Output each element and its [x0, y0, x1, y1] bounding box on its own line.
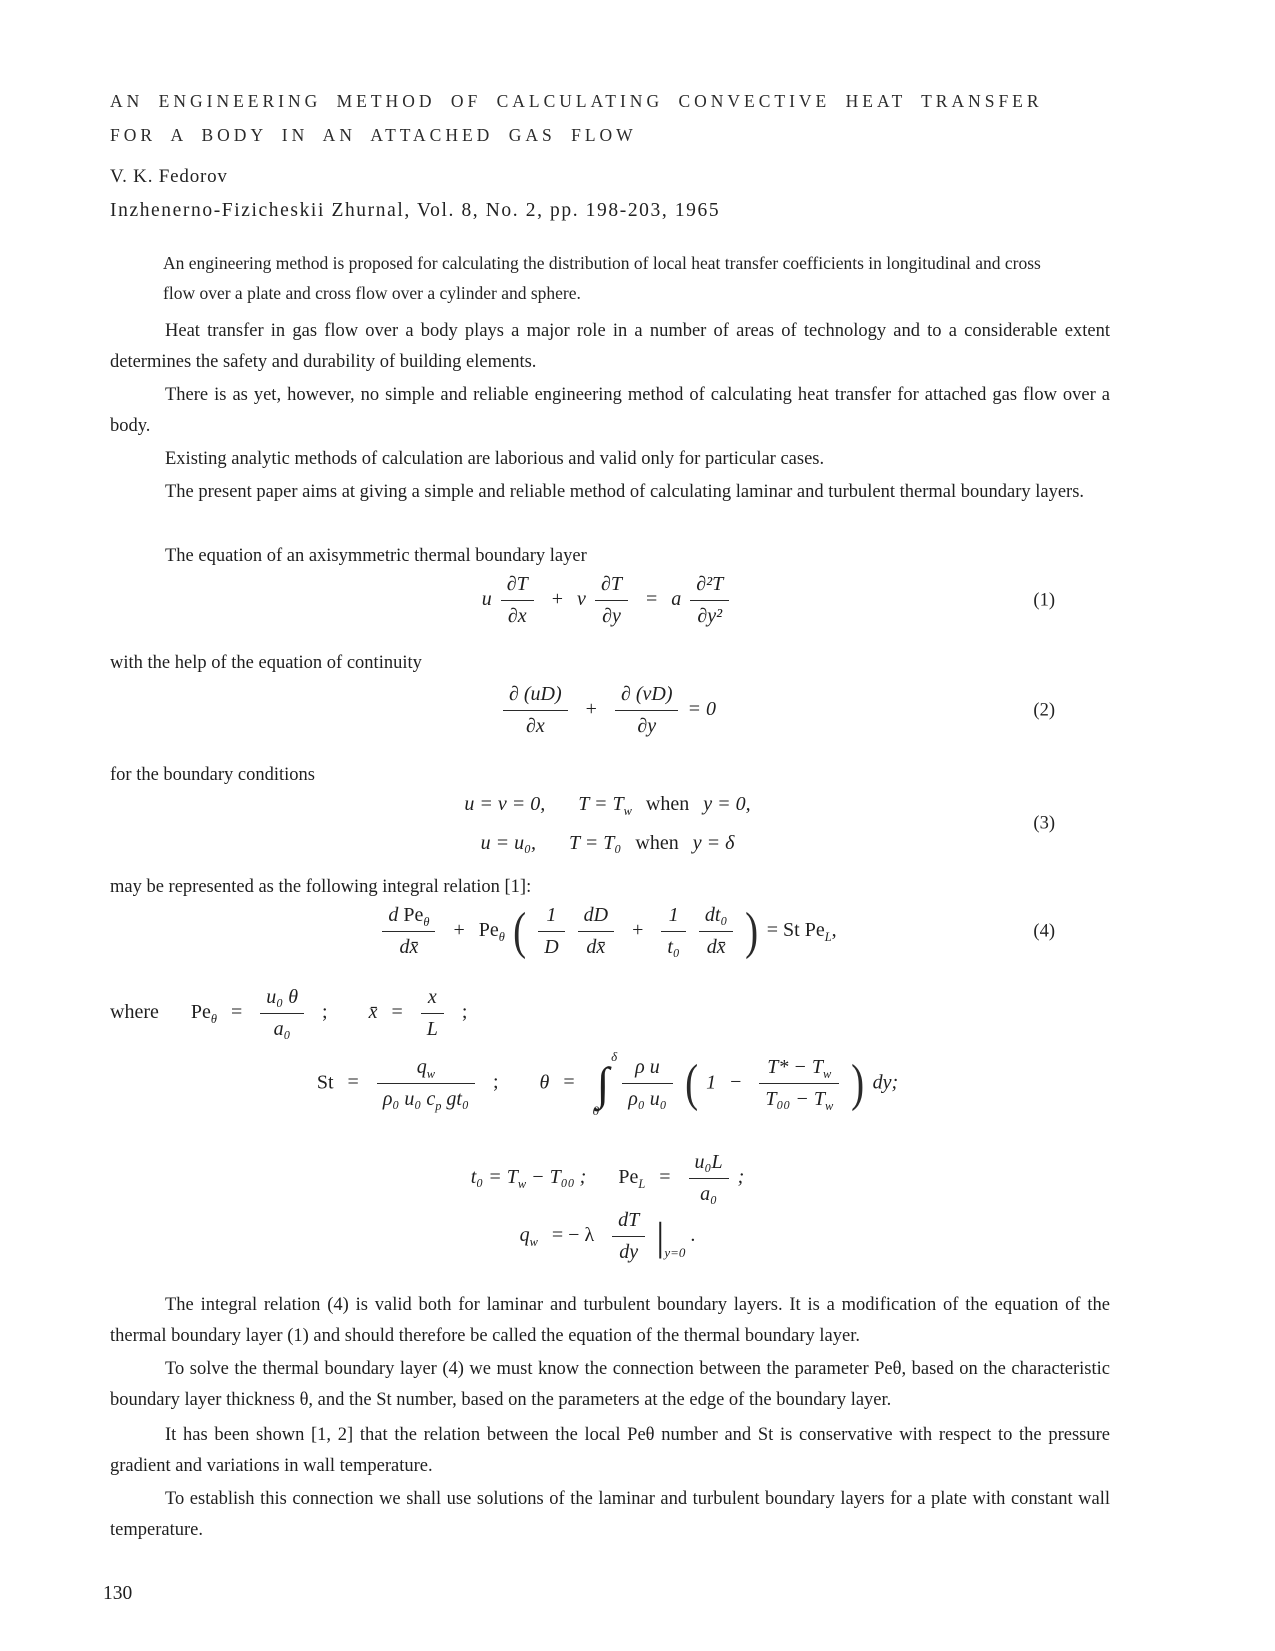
- eq6-q: q: [416, 1056, 427, 1079]
- where-definitions: [110, 985, 476, 1042]
- plus-operator: +: [551, 588, 564, 611]
- paragraph-4: The present paper aims at giving a simple and reliable method of calculating laminar and turbulent thermal boundary layers.: [165, 482, 1085, 502]
- equation-number-1: (1): [1033, 590, 1055, 610]
- paragraph-9: The integral relation (4) is valid both for laminar and turbulent boundary layers. It is a modification of the equation of the thermal boundary layer (1) and should therefore be called the equation of the thermal boundary layer.: [110, 1295, 1110, 1346]
- frac-denominator: t₀: [667, 936, 680, 958]
- paper-title: [110, 84, 1090, 152]
- eq6-St: St: [316, 1071, 334, 1094]
- eq5-Pe: Pe: [190, 1001, 211, 1024]
- equation-3: [0, 793, 1215, 855]
- integral-glyph: ∫: [596, 1058, 610, 1109]
- frac-numerator: ∂T: [501, 572, 534, 601]
- integral-lower-limit: 0: [592, 1103, 600, 1119]
- eq4-frac-1-D: [538, 903, 564, 960]
- frac-denominator: ∂x: [507, 605, 527, 627]
- eq1-frac-dT-dy: [595, 572, 628, 629]
- integral-sign: [592, 1049, 618, 1119]
- integral-upper-limit: δ: [611, 1049, 618, 1064]
- eq3-line-2: [0, 832, 1215, 855]
- paragraph-12: To establish this connection we shall use solutions of the laminar and turbulent boundary layers for a plate with constant wall temperature.: [110, 1489, 1110, 1540]
- frac-denominator: L: [426, 1018, 438, 1040]
- subscript-w: w: [426, 1067, 436, 1082]
- paragraph-3: Existing analytic methods of calculation are laborious and valid only for particular cases.: [165, 449, 825, 469]
- eq2-frac-dvD-dy: [615, 682, 679, 739]
- eq8-bar-subscript: y=0: [664, 1245, 686, 1261]
- eq3-y-delta: y = δ: [692, 832, 735, 854]
- abstract-text: An engineering method is proposed for calculating the distribution of local heat transfer coefficients in longitudinal and cross flow over a plate and cross flow over a cylinder and sphere.: [163, 253, 1041, 303]
- paragraph-continuity: with the help of the equation of continuity: [110, 653, 422, 673]
- frac-denominator: ∂y: [602, 605, 621, 627]
- semicolon: ;: [737, 1166, 745, 1189]
- journal-citation: Inzhenerno-Fizicheskii Zhurnal, Vol. 8, No. 2, pp. 198-203, 1965: [110, 200, 721, 221]
- frac-numerator: 1: [661, 903, 686, 932]
- frac-denominator: ρ₀ u₀: [628, 1088, 667, 1111]
- eq8-equals-minus-lambda: = − λ: [551, 1224, 595, 1247]
- eq4-d: d: [388, 904, 404, 926]
- subscript-theta: θ: [423, 915, 430, 929]
- frac-denominator: ∂y²: [697, 605, 723, 627]
- eq7-Pe: Pe: [618, 1166, 639, 1189]
- equals-operator: =: [659, 1166, 671, 1189]
- plus-operator: +: [632, 919, 644, 942]
- frac-denominator: dx̄: [399, 936, 419, 958]
- paragraph-11: It has been shown [1, 2] that the relation between the local Peθ number and St is conservative with respect to the pressure gradient and variations in wall temperature.: [110, 1425, 1110, 1476]
- eq6-theta: θ: [539, 1071, 550, 1094]
- plus-operator: +: [585, 698, 597, 721]
- eq6-dy: dy;: [872, 1071, 899, 1094]
- eq1-var-v: v: [577, 588, 586, 611]
- frac-numerator: 1: [538, 903, 564, 932]
- subscript-L: L: [824, 930, 832, 945]
- equation-4: $\frac{d Pe_\theta}{dx̄}$ + $Pe_\theta$ ( $\frac{1}{D}$ $\frac{dD}{dx̄}$ + $\frac{1}{\text{t₀}}$ $\frac{\text{dt₀}}{dx̄}$ ) = St $Pe_L$, (4): [0, 903, 1215, 960]
- subscript-w: w: [517, 1177, 527, 1192]
- frac-denominator: [759, 1084, 839, 1112]
- eq3-when: when: [635, 832, 679, 854]
- equals-operator: =: [645, 588, 658, 611]
- subscript-theta: θ: [498, 930, 505, 945]
- eq6-frac-qw: [377, 1055, 475, 1112]
- eq7-frac-u0L-a0: [689, 1150, 729, 1207]
- paper-title-line2: FOR A BODY IN AN ATTACHED GAS FLOW: [110, 125, 637, 145]
- eq4-Pe: Pe: [403, 904, 424, 926]
- eq4-frac-1-t0: [661, 903, 686, 960]
- eq6-frac-temperature-ratio: [759, 1055, 839, 1112]
- frac-numerator: [759, 1055, 839, 1084]
- equals-operator: =: [230, 1001, 243, 1024]
- frac-numerator: [382, 903, 435, 932]
- paragraph-5: The equation of an axisymmetric thermal boundary layer: [165, 546, 587, 566]
- minus-operator: −: [730, 1071, 742, 1094]
- semicolon: ;: [492, 1071, 499, 1094]
- eq3-T-eq: T = T: [578, 793, 624, 815]
- eq5-frac-u0theta-a0: [260, 985, 304, 1042]
- frac-numerator: dD: [578, 903, 614, 932]
- frac-denominator: D: [544, 936, 559, 958]
- frac-numerator: dT: [612, 1208, 645, 1237]
- paragraph-10: To solve the thermal boundary layer (4) we must know the connection between the parameter Peθ, based on the characteristic boundary layer thickness θ, and the St number, based on the parameters at the edge of the boundary layer.: [110, 1359, 1110, 1410]
- eq4-frac-dD-dx: [578, 903, 614, 960]
- paragraph-1: Heat transfer in gas flow over a body plays a major role in a number of areas of technology and to a considerable extent determines the safety and durability of building elements.: [110, 321, 1110, 372]
- eq3-uv0: u = v = 0,: [464, 793, 546, 815]
- semicolon: ;: [322, 1001, 328, 1024]
- eq3-when: when: [645, 793, 690, 815]
- eq4-rhs-StPe: = St Pe: [766, 919, 825, 942]
- eq5-xbar: x̄: [368, 1001, 378, 1024]
- frac-denominator: a₀: [273, 1018, 291, 1040]
- eq4-frac-dPe-dx: [382, 903, 435, 960]
- eq8-q: q: [519, 1224, 530, 1247]
- equation-qw: $q_w$ = − λ $\frac{dT}{dy}$ $|_{y=0}$ .: [519, 1209, 696, 1263]
- eq1-frac-d2T-dy2: [690, 572, 729, 629]
- eq1-var-a: a: [671, 588, 682, 611]
- subscript-w: w: [823, 1067, 832, 1082]
- frac-numerator: ∂T: [595, 572, 628, 601]
- frac-numerator: ρ u: [622, 1055, 673, 1084]
- eq1-frac-dT-dx: [501, 572, 534, 629]
- eq6-rho-u-c: ρ₀ u₀ c: [382, 1088, 436, 1111]
- eq3-y0: y = 0,: [703, 793, 751, 815]
- eq6-Tstar-Tw: T* − T: [767, 1056, 824, 1079]
- equation-number-4: (4): [1033, 921, 1055, 941]
- eq5-frac-x-L: [421, 985, 444, 1042]
- eq6-one: 1: [706, 1071, 717, 1094]
- frac-numerator: ∂²T: [690, 572, 729, 601]
- equation-st-theta: St = $\frac{q_w}{\rho_0 u_0 c_p gt_0}$ ; θ = δ ∫ 0 $\frac{\text{ρ u}}{\text{ρ₀ u₀}}$ ( 1 − $\frac{T* - T_w}{T_{00} - T_w}$ ) dy;: [316, 1049, 899, 1119]
- frac-denominator: dx̄: [706, 936, 726, 958]
- equals-operator: =: [347, 1071, 359, 1094]
- frac-numerator: u₀ θ: [260, 985, 304, 1014]
- frac-denominator: [377, 1084, 475, 1112]
- eq3-u-u0: u = u₀,: [480, 832, 537, 854]
- paper-title-line1: AN ENGINEERING METHOD OF CALCULATING CONVECTIVE HEAT TRANSFER: [110, 91, 1043, 111]
- subscript-w: w: [623, 804, 632, 818]
- eq2-frac-duD-dx: [503, 682, 568, 739]
- paragraph-boundary-conditions: for the boundary conditions: [110, 765, 315, 785]
- frac-denominator: a₀: [700, 1183, 718, 1205]
- frac-numerator: x: [421, 985, 444, 1014]
- subscript-theta: θ: [210, 1012, 217, 1027]
- subscript-w: w: [825, 1099, 834, 1114]
- eq6-frac-rhou: [622, 1055, 673, 1112]
- eq3-T-T0: T = T₀: [569, 832, 622, 854]
- eq8-frac-dT-dy: [612, 1208, 645, 1265]
- eq6-T00-Tw: T₀₀ − T: [765, 1088, 825, 1111]
- author-name: V. K. Fedorov: [110, 166, 228, 187]
- eq2-rhs: = 0: [687, 698, 716, 721]
- frac-numerator: [377, 1055, 475, 1084]
- plus-operator: +: [453, 919, 465, 942]
- eq1-var-u: u: [481, 588, 492, 611]
- frac-denominator: ∂x: [525, 715, 545, 737]
- frac-denominator: dx̄: [586, 936, 606, 958]
- period: .: [690, 1224, 696, 1247]
- subscript-p: p: [435, 1099, 442, 1114]
- frac-denominator: dy: [619, 1241, 639, 1263]
- semicolon: ;: [461, 1001, 468, 1024]
- subscript-L: L: [638, 1177, 646, 1192]
- paragraph-integral-relation: may be represented as the following integral relation [1]:: [110, 877, 532, 897]
- frac-numerator: dt₀: [699, 903, 734, 932]
- equals-operator: =: [391, 1001, 403, 1024]
- frac-numerator: u₀L: [689, 1150, 729, 1179]
- frac-denominator: ∂y: [637, 715, 657, 737]
- frac-numerator: ∂ (uD): [503, 682, 568, 711]
- comma: ,: [831, 919, 837, 942]
- equation-number-3: (3): [1033, 813, 1055, 834]
- eq7-t0-Tw: t₀ = T: [470, 1166, 518, 1189]
- eq4-frac-dt0-dx: [699, 903, 734, 960]
- equation-t0-PeL: [0, 1150, 1215, 1207]
- where-word: where: [110, 1001, 159, 1024]
- eq6-gt0: gt₀: [441, 1088, 469, 1111]
- equation-2: [0, 682, 1215, 739]
- paragraph-2: There is as yet, however, no simple and reliable engineering method of calculating heat transfer for attached gas flow over a body.: [110, 385, 1110, 436]
- subscript-w: w: [529, 1235, 538, 1250]
- frac-numerator: ∂ (vD): [615, 682, 679, 711]
- eq4-Pe: Pe: [478, 919, 499, 942]
- eq7-minus-T00: − T₀₀ ;: [526, 1166, 587, 1189]
- equation-number-2: (2): [1033, 700, 1055, 720]
- equals-operator: =: [563, 1071, 575, 1094]
- equation-1: [0, 572, 1215, 629]
- page-number: 130: [103, 1583, 133, 1604]
